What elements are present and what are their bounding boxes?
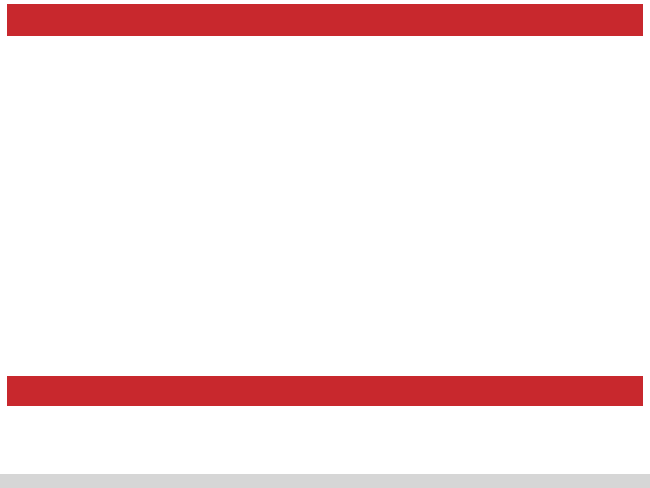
section-title-resale-stats: [7, 376, 643, 406]
bottom-overlay-strip: [0, 474, 650, 488]
section-title-presale-stats: [7, 4, 643, 36]
